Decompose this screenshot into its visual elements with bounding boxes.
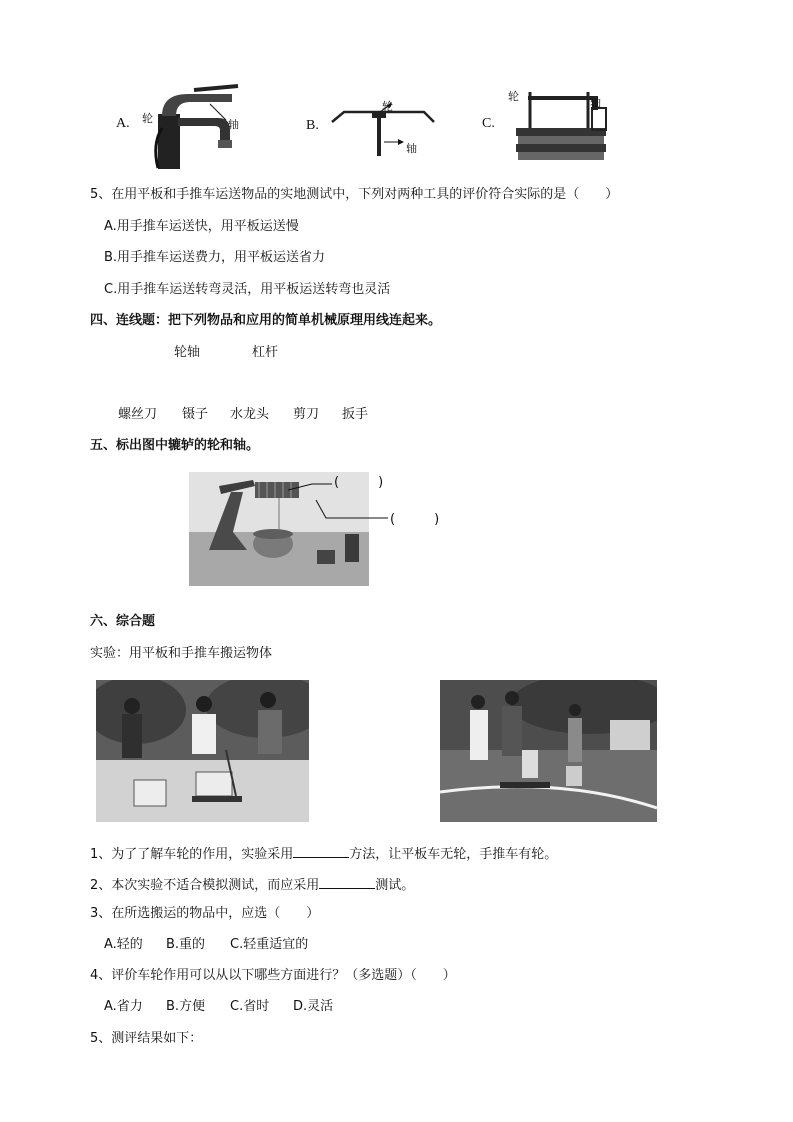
section5-title: 五、标出图中辘轳的轮和轴。 bbox=[90, 438, 260, 453]
s6-q1-blank[interactable] bbox=[293, 843, 349, 858]
experiment-photo-2 bbox=[440, 680, 657, 822]
s6-q2-blank[interactable] bbox=[319, 874, 375, 889]
section6-title: 六、综合题 bbox=[90, 614, 156, 629]
option-b-wheel-label: 轮 bbox=[382, 100, 393, 113]
q5-option-c: C.用手推车运送转弯灵活，用平板运送转弯也灵活 bbox=[104, 282, 391, 297]
experiment-title: 实验：用平板和手推车搬运物体 bbox=[90, 646, 273, 661]
s6-q5: 5、测评结果如下： bbox=[90, 1031, 203, 1046]
s6-q3: 3、在所选搬运的物品中，应选（ ） bbox=[90, 906, 320, 921]
option-c-letter: C. bbox=[482, 116, 495, 131]
s6-q4-option-c: C.省时 bbox=[230, 999, 270, 1014]
item-tweezers: 镊子 bbox=[182, 407, 209, 422]
s6-q3-option-a: A.轻的 bbox=[104, 937, 143, 952]
s6-q3-option-b: B.重的 bbox=[166, 937, 206, 952]
s6-q2: 2、本次实验不适合模拟测试，而应采用 测试。 bbox=[90, 874, 414, 895]
section4-title: 四、连线题：把下列物品和应用的简单机械原理用线连起来。 bbox=[90, 313, 442, 328]
top-figure bbox=[100, 72, 620, 172]
windlass-blank-2[interactable]: ( ) bbox=[390, 512, 440, 527]
option-c-axle-label: 轴 bbox=[590, 96, 601, 109]
item-scissors: 剪刀 bbox=[293, 407, 320, 422]
option-c-wheel-label: 轮 bbox=[508, 90, 519, 103]
option-a-letter: A. bbox=[116, 116, 130, 131]
option-b-letter: B. bbox=[306, 118, 319, 133]
option-b-axle-label: 轴 bbox=[406, 142, 417, 155]
item-wrench: 扳手 bbox=[342, 407, 369, 422]
principle-lever: 杠杆 bbox=[252, 345, 279, 360]
item-screwdriver: 螺丝刀 bbox=[118, 407, 158, 422]
s6-q4-option-a: A.省力 bbox=[104, 999, 143, 1014]
s6-q4: 4、评价车轮作用可以从以下哪些方面进行？（多选题）（ ） bbox=[90, 968, 456, 983]
s6-q1: 1、为了了解车轮的作用，实验采用 方法，让平板车无轮，手推车有轮。 bbox=[90, 843, 557, 864]
q5-option-b: B.用手推车运送费力，用平板运送省力 bbox=[104, 250, 326, 265]
windlass-blank-1[interactable]: ( ) bbox=[334, 475, 384, 490]
option-a-wheel-label: 轮 bbox=[142, 112, 153, 125]
s6-q3-option-c: C.轻重适宜的 bbox=[230, 937, 309, 952]
experiment-photo-1 bbox=[96, 680, 309, 822]
item-faucet: 水龙头 bbox=[230, 407, 270, 422]
q5-option-a: A.用手推车运送快，用平板运送慢 bbox=[104, 219, 299, 234]
q5-question: 5、在用平板和手推车运送物品的实地测试中，下列对两种工具的评价符合实际的是（ ） bbox=[90, 187, 619, 202]
s6-q4-option-b: B.方便 bbox=[166, 999, 206, 1014]
option-a-axle-label: 轴 bbox=[228, 118, 239, 131]
s6-q4-option-d: D.灵活 bbox=[293, 999, 334, 1014]
principle-wheel-axle: 轮轴 bbox=[174, 345, 201, 360]
